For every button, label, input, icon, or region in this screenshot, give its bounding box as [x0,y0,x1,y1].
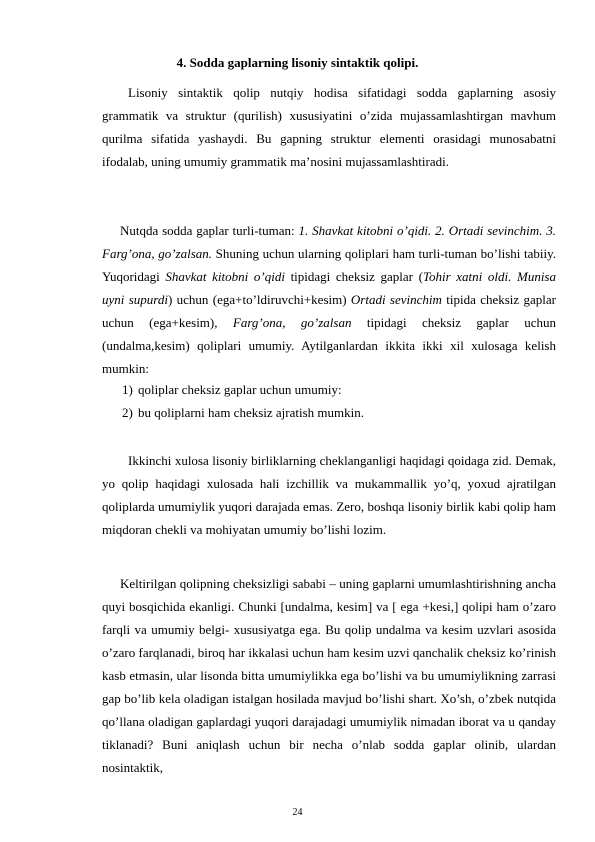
paragraph-2 [102,219,556,380]
p2-text-4: ) uchun (ega+to’ldiruvchi+kesim) [167,292,351,307]
p2-example-sentences: 1. Shavkat kitobni o’qidi. 2. Ortadi sevinchim. 3. Farg’ona, go’zalsan. [102,223,556,261]
list-item-text: qoliplar cheksiz gaplar uchun umumiy: [138,382,342,397]
paragraph-1: Lisoniy sintaktik qolip nutqiy hodisa sifatidagi sodda gaplarning asosiy grammatik va struktur (qurilish) xususiyatini o’zida mujassamlashtirgan mavhum qurilma sifatida yashaydi. Bu gapning struktur elementi orasidagi munosabatni ifodalab, uning umumiy grammatik ma’nosini mujassamlashtiradi. [102,85,556,169]
list-item [122,378,542,401]
p2-text-3: tipidagi cheksiz gaplar ( [284,269,423,284]
page-number: 24 [292,807,303,818]
list-item-number: 2) [122,405,133,420]
p2-example-3: Ortadi sevinchim [350,292,442,307]
list-item [122,401,542,424]
p2-text-1: Nutqda sodda gaplar turli-tuman: [120,223,299,238]
paragraph-3: Ikkinchi xulosa lisoniy birliklarning cheklanganligi haqidagi qoidaga zid. Demak, yo qolip haqidagi xulosada hali izchillik va mukammallik yo’q, yoxud ajratilgan qoliplarda umumiylik yuqori darajada emas. Zero, boshqa lisoniy birlik kabi qolip ham miqdoran chekli va mohiyatan umumiy bo’lishi lozim. [102,453,556,537]
p2-example-2: Tohir xatni oldi. Munisa uyni supurdi [102,269,556,307]
section-heading: 4. Sodda gaplarning lisoniy sintaktik qolipi. [176,55,419,70]
p2-example-1: Shavkat kitobni o’qidi [165,269,285,284]
p2-text-5: tipida cheksiz gaplar uchun (ega+kesim), [102,292,556,330]
list-item-number: 1) [122,382,133,397]
p2-text-6: tipidagi cheksiz gaplar uchun (undalma,kesim) qoliplari umumiy. Aytilganlardan ikkita ikki xil xulosaga kelish mumkin: [102,315,557,376]
p2-text-2: Shuning uchun ularning qoliplari ham turli-tuman bo’lishi tabiiy. Yuqoridagi [102,246,557,284]
p2-example-4: Farg’ona, go’zalsan [232,315,352,330]
list-item-text: bu qoliplarni ham cheksiz ajratish mumkin. [138,405,365,420]
paragraph-4: Keltirilgan qolipning cheksizligi sababi – uning gaplarni umumlashtirishning ancha quyi bosqichida ekanligi. Chunki [undalma, kesim] va [ ega +kesi,] qolipi ham o’zaro farqli va umumiy belgi- xususiyatga ega. Bu qolip undalma va kesim uzvlari asosida o’zaro farqlanadi, biroq har ikkalasi uchun ham kesim uzvi qanchalik cheksiz ko’rinish kasb etmasin, ular lisonda bitta umumiylikka ega bo’lishi va bu umumiylikning zarrasi gap bo’lib kela oladigan istalgan hosilada mavjud bo’lishi shart. Xo’sh, o’zbek nutqida qo’llana oladigan gaplardagi yuqori darajadagi umumiylik nimadan iborat va u qanday tiklanadi? Buni aniqlash uchun bir necha o’nlab sodda gaplar olinib, ulardan nosintaktik, [102,576,556,775]
conclusion-list [122,378,542,424]
